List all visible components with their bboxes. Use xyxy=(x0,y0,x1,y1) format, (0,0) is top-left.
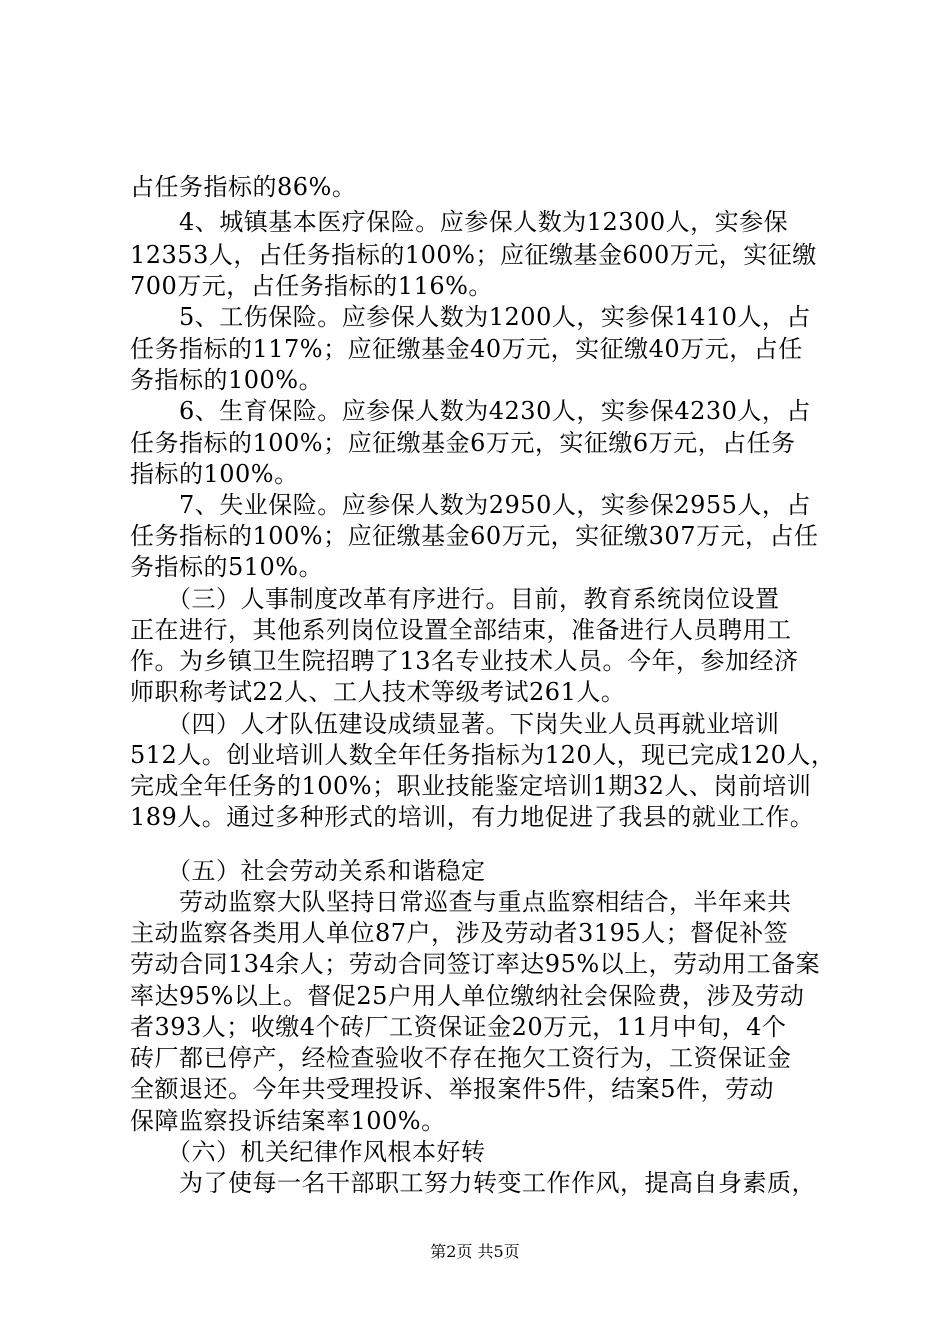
text-line: 完成全年任务的100%；职业技能鉴定培训1期32人、岗前培训 xyxy=(130,772,812,800)
text-line: 700万元，占任务指标的116%。 xyxy=(130,272,493,300)
text-line: 率达95%以上。督促25户用人单位缴纳社会保险费，涉及劳动 xyxy=(130,982,805,1010)
text-line: 全额退还。今年共受理投诉、举报案件5件，结案5件，劳动 xyxy=(130,1075,775,1103)
text-line: 任务指标的100%；应征缴基金6万元，实征缴6万元，占任务 xyxy=(130,429,796,457)
text-line: 5、工伤保险。应参保人数为1200人，实参保1410人，占 xyxy=(130,303,811,331)
text-line: 512人。创业培训人数全年任务指标为120人，现已完成120人， xyxy=(130,741,836,769)
text-line: 保障监察投诉结案率100%。 xyxy=(130,1107,446,1135)
text-line: 指标的100%。 xyxy=(130,460,299,488)
text-line: 4、城镇基本医疗保险。应参保人数为12300人，实参保 xyxy=(130,208,789,236)
page-footer: 第2页 共5页 xyxy=(430,1242,520,1261)
text-line: 正在进行，其他系列岗位设置全部结束，准备进行人员聘用工 xyxy=(130,616,792,644)
text-line: 劳动合同134余人；劳动合同签订率达95%以上，劳动用工备案 xyxy=(130,950,821,978)
text-line: （四）人才队伍建设成绩显著。下岗失业人员再就业培训 xyxy=(130,710,780,738)
section-heading: （五）社会劳动关系和谐稳定 xyxy=(130,857,486,885)
text-line: 任务指标的100%；应征缴基金60万元，实征缴307万元，占任 xyxy=(130,522,819,550)
text-line: 者393人；收缴4个砖厂工资保证金20万元，11月中旬，4个 xyxy=(130,1013,787,1041)
text-line: 劳动监察大队坚持日常巡查与重点监察相结合，半年来共 xyxy=(130,888,792,916)
text-line: 砖厂都已停产，经检查验收不存在拖欠工资行为，工资保证金 xyxy=(130,1044,792,1072)
text-line: 务指标的510%。 xyxy=(130,553,324,581)
text-line: 作。为乡镇卫生院招聘了13名专业技术人员。今年，参加经济 xyxy=(130,647,799,675)
text-line: 占任务指标的86%。 xyxy=(130,173,357,201)
text-line: （三）人事制度改革有序进行。目前，教育系统岗位设置 xyxy=(130,585,780,613)
text-line: 7、失业保险。应参保人数为2950人，实参保2955人，占 xyxy=(130,491,811,519)
text-line: 主动监察各类用人单位87户，涉及劳动者3195人；督促补签 xyxy=(130,919,789,947)
text-line: 6、生育保险。应参保人数为4230人，实参保4230人，占 xyxy=(130,397,811,425)
section-heading: （六）机关纪律作风根本好转 xyxy=(130,1138,486,1166)
text-line: 12353人，占任务指标的100%；应征缴基金600万元，实征缴 xyxy=(130,241,817,269)
text-line: 师职称考试22人、工人技术等级考试261人。 xyxy=(130,678,626,706)
text-line: 务指标的100%。 xyxy=(130,366,324,394)
text-line: 为了使每一名干部职工努力转变工作作风，提高自身素质， xyxy=(130,1169,816,1197)
text-line: 189人。通过多种形式的培训，有力地促进了我县的就业工作。 xyxy=(130,803,815,831)
text-line: 任务指标的117%；应征缴基金40万元，实征缴40万元，占任 xyxy=(130,335,803,363)
